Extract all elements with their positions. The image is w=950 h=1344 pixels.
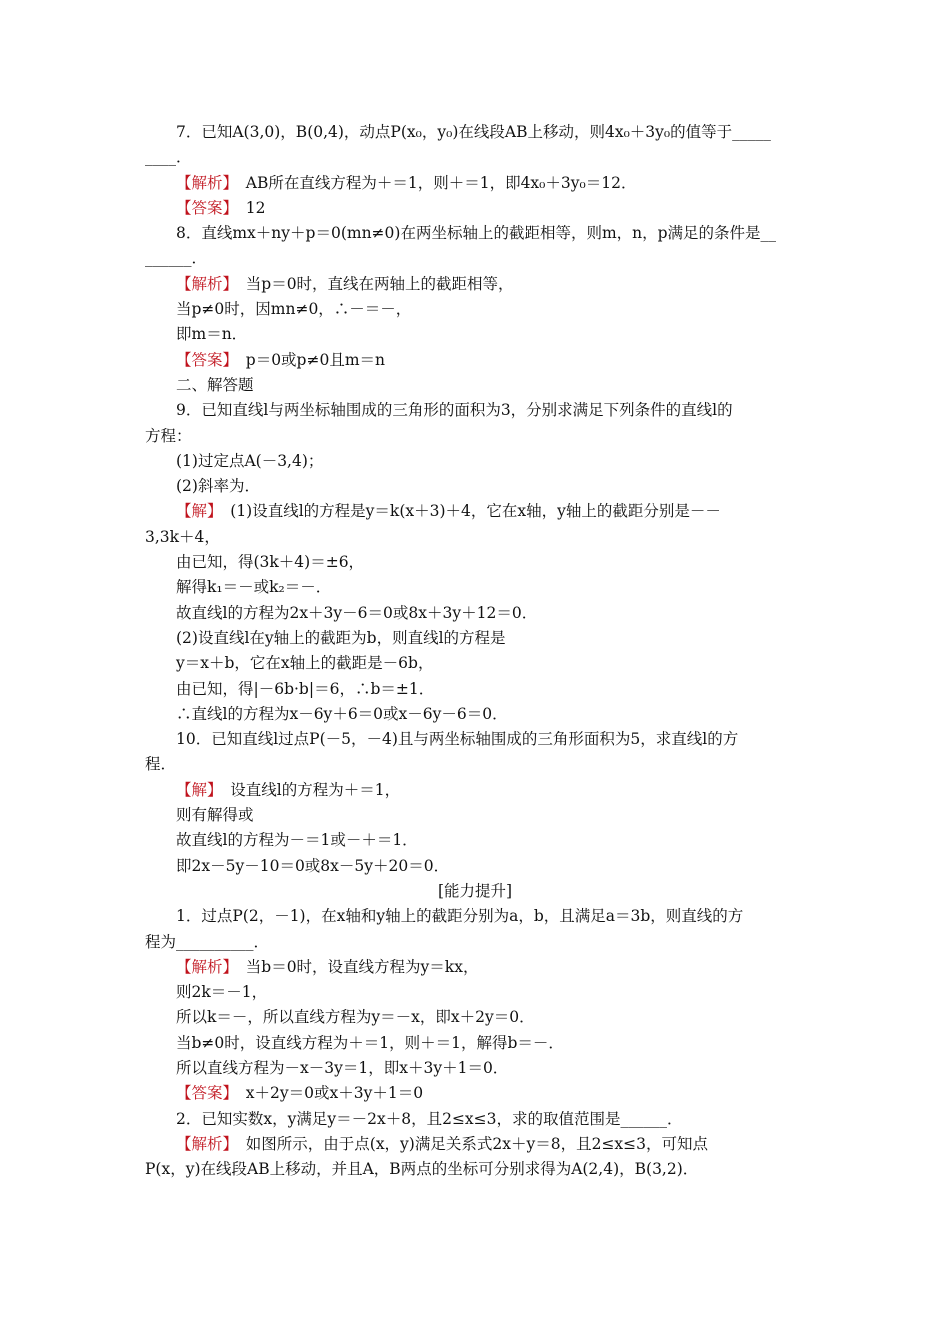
line-text: 2．已知实数x，y满足y＝－2x＋8，且2≤x≤3，求的取值范围是______． — [176, 1109, 683, 1128]
text-line — [145, 1005, 805, 1030]
text-line — [145, 348, 805, 373]
label-jiexi: 【解析】 — [176, 173, 231, 192]
line-text: 当b≠0时，设直线方程为＋＝1，则＋＝1，解得b＝－． — [176, 1033, 564, 1052]
line-text: 方程： — [145, 426, 192, 445]
line-text: 故直线l的方程为2x＋3y－6＝0或8x＋3y＋12＝0． — [176, 603, 538, 622]
text-line — [145, 120, 805, 145]
line-text: 所以直线方程为－x－3y＝1，即x＋3y＋1＝0． — [176, 1058, 509, 1077]
line-text: 则2k＝－1， — [176, 983, 268, 1002]
text-line — [145, 525, 805, 550]
text-line — [145, 980, 805, 1005]
line-text: 即2x－5y－10＝0或8x－5y＋20＝0． — [176, 856, 450, 875]
text-line — [145, 854, 805, 879]
line-text: 当p＝0时，直线在两轴上的截距相等， — [230, 274, 514, 293]
label-daan: 【答案】 — [176, 198, 231, 217]
text-line — [145, 1107, 805, 1132]
text-line — [145, 955, 805, 980]
text-line — [145, 499, 805, 524]
text-line — [145, 1081, 805, 1106]
line-text: 故直线l的方程为－＝1或－＋＝1． — [176, 831, 418, 850]
line-text: p＝0或p≠0且m＝n — [230, 350, 386, 369]
line-text: x＋2y＝0或x＋3y＋1＝0 — [230, 1084, 424, 1103]
line-text: 3,3k＋4， — [145, 527, 220, 546]
line-text: y＝x＋b，它在x轴上的截距是－6b， — [176, 654, 434, 673]
label-jiexi: 【解析】 — [176, 274, 231, 293]
line-text: 10．已知直线l过点P(－5，－4)且与两坐标轴围成的三角形面积为5，求直线l的方 — [176, 730, 739, 749]
line-text: 即m＝n． — [176, 325, 248, 344]
line-text: 由已知，得|－6b·b|＝6，∴b＝±1． — [176, 679, 435, 698]
text-line — [145, 575, 805, 600]
line-text: ____． — [145, 148, 192, 167]
line-text: P(x，y)在线段AB上移动，并且A，B两点的坐标可分别求得为A(2,4)，B(3,2)． — [145, 1160, 699, 1179]
text-line — [145, 626, 805, 651]
section-heading — [145, 879, 805, 904]
line-text: 程． — [145, 755, 177, 774]
text-line — [145, 322, 805, 347]
text-line — [145, 221, 805, 246]
line-text: 当b＝0时，设直线方程为y＝kx， — [230, 957, 479, 976]
line-text: 设直线l的方程为＋＝1， — [214, 780, 401, 799]
text-line — [145, 171, 805, 196]
text-line — [145, 145, 805, 170]
line-text: 由已知，得(3k＋4)＝±6， — [176, 553, 365, 572]
line-text: 如图所示，由于点(x，y)满足关系式2x＋y＝8，且2≤x≤3，可知点 — [230, 1134, 709, 1153]
text-line — [145, 601, 805, 626]
text-line — [145, 1157, 805, 1182]
text-line — [145, 373, 805, 398]
text-line — [145, 930, 805, 955]
text-line — [145, 803, 805, 828]
line-text: (1)设直线l的方程是y＝k(x＋3)＋4，它在x轴，y轴上的截距分别是－－ — [214, 502, 721, 521]
text-line — [145, 424, 805, 449]
line-text: (1)过定点A(－3,4)； — [176, 451, 324, 470]
line-text: (2)斜率为． — [176, 477, 260, 496]
label-jiexi: 【解析】 — [176, 1134, 231, 1153]
line-text: AB所在直线方程为＋＝1，则＋＝1，即4x₀＋3y₀＝12． — [230, 173, 637, 192]
text-line — [145, 297, 805, 322]
text-line — [145, 904, 805, 929]
line-text: (2)设直线l在y轴上的截距为b，则直线l的方程是 — [176, 628, 506, 647]
text-line — [145, 550, 805, 575]
text-line — [145, 246, 805, 271]
text-line — [145, 1031, 805, 1056]
text-line — [145, 272, 805, 297]
label-jie: 【解】 — [176, 780, 215, 799]
text-line — [145, 651, 805, 676]
text-line — [145, 1132, 805, 1157]
line-text: 8．直线mx＋ny＋p＝0(mn≠0)在两坐标轴上的截距相等，则m，n，p满足的条件是__ — [176, 224, 777, 243]
line-text: [能力提升] — [437, 881, 513, 900]
text-line — [145, 449, 805, 474]
text-line — [145, 196, 805, 221]
line-text: 当p≠0时，因mn≠0，∴－＝－， — [176, 300, 412, 319]
text-line — [145, 677, 805, 702]
text-line — [145, 474, 805, 499]
label-jie: 【解】 — [176, 502, 215, 521]
document-body — [145, 120, 805, 1182]
text-line — [145, 828, 805, 853]
text-line — [145, 1056, 805, 1081]
line-text: ______． — [145, 249, 208, 268]
text-line — [145, 778, 805, 803]
line-text: 则有解得或 — [176, 806, 254, 825]
line-text: 7．已知A(3,0)，B(0,4)，动点P(x₀，y₀)在线段AB上移动，则4x₀＋3y₀的值等于_____ — [176, 123, 771, 141]
text-line — [145, 752, 805, 777]
text-line — [145, 727, 805, 752]
line-text: 解得k₁＝－或k₂＝－． — [176, 578, 332, 597]
label-jiexi: 【解析】 — [176, 957, 231, 976]
line-text: 所以k＝－，所以直线方程为y＝－x，即x＋2y＝0． — [176, 1008, 535, 1027]
text-line — [145, 702, 805, 727]
text-line — [145, 398, 805, 423]
label-daan: 【答案】 — [176, 1084, 231, 1103]
label-daan: 【答案】 — [176, 350, 231, 369]
line-text: 12 — [230, 198, 266, 217]
line-text: 二、解答题 — [176, 375, 254, 394]
line-text: 1．过点P(2，－1)，在x轴和y轴上的截距分别为a，b，且满足a＝3b，则直线的方 — [176, 907, 744, 926]
line-text: 程为__________． — [145, 932, 270, 951]
line-text: 9．已知直线l与两坐标轴围成的三角形的面积为3，分别求满足下列条件的直线l的 — [176, 401, 733, 420]
line-text: ∴直线l的方程为x－6y＋6＝0或x－6y－6＝0． — [176, 704, 508, 723]
